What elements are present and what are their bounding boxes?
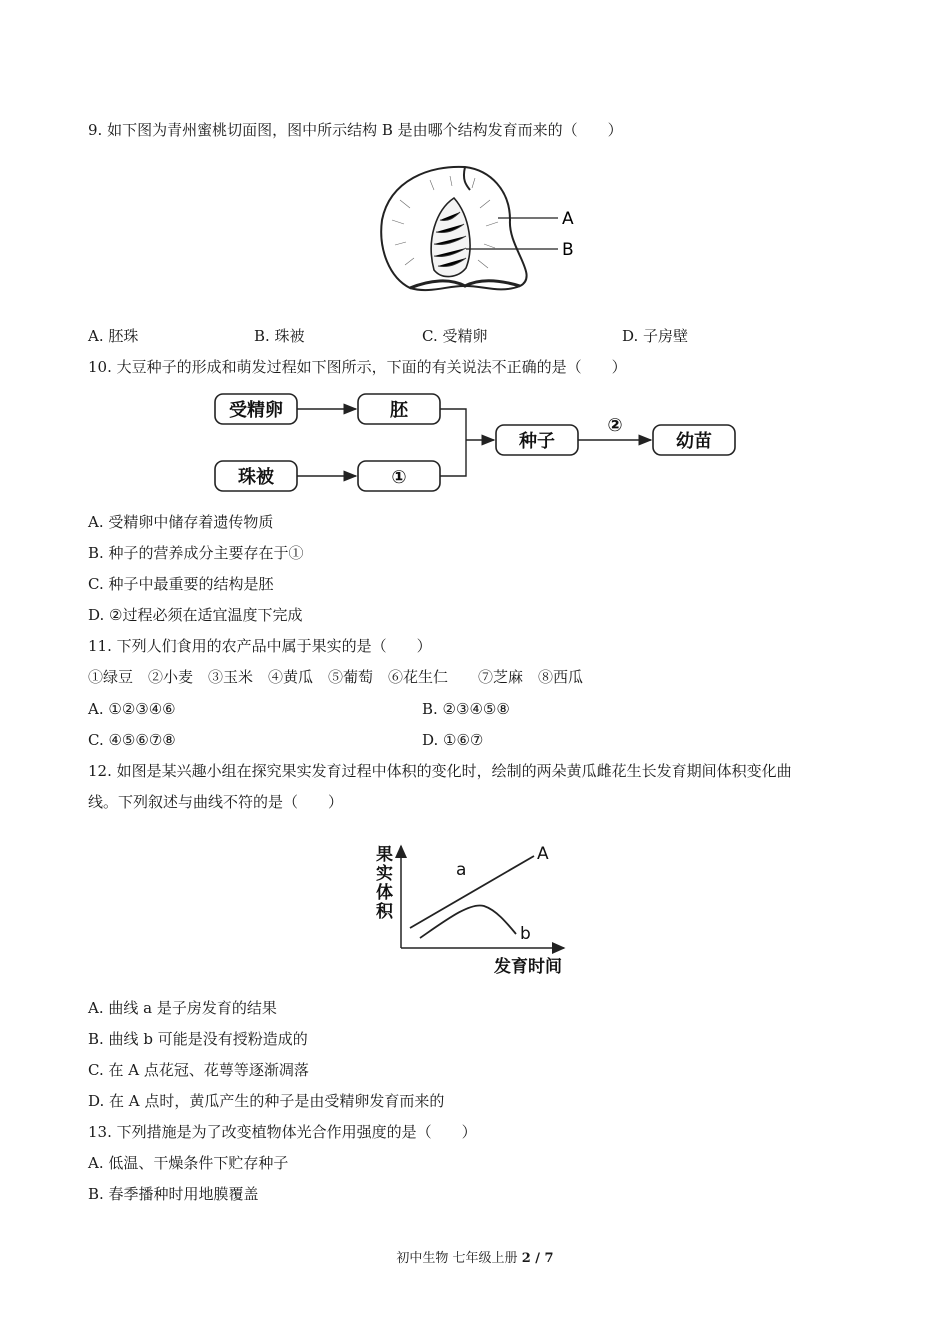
q10-option-a: A. 受精卵中储存着遗传物质 <box>88 513 274 531</box>
q10-stem: 10. 大豆种子的形成和萌发过程如下图所示，下面的有关说法不正确的是（ ） <box>88 358 627 376</box>
q9-option-b: B. 珠被 <box>254 327 305 345</box>
q12-option-b: B. 曲线 b 可能是没有授粉造成的 <box>88 1030 308 1048</box>
q11-option-d: D. ①⑥⑦ <box>422 731 484 749</box>
curve-a-line <box>410 856 534 928</box>
label-seedling: 幼苗 <box>676 431 712 452</box>
peach-section-figure <box>370 160 590 300</box>
q10-option-c: C. 种子中最重要的结构是胚 <box>88 575 274 593</box>
q9-option-d: D. 子房壁 <box>622 327 689 345</box>
seed-formation-diagram <box>210 388 750 498</box>
peach-base <box>410 281 520 288</box>
q13-stem: 13. 下列措施是为了改变植物体光合作用强度的是（ ） <box>88 1123 477 1141</box>
q10-option-b: B. 种子的营养成分主要存在于① <box>88 544 304 562</box>
q11-stem: 11. 下列人们食用的农产品中属于果实的是（ ） <box>88 637 432 655</box>
label-circle-1: ① <box>391 467 407 488</box>
page-number: 2 / 7 <box>521 1251 554 1266</box>
q9-option-c: C. 受精卵 <box>422 327 488 345</box>
q10-option-d: D. ②过程必须在适宜温度下完成 <box>88 606 303 624</box>
y-label-char-2: 实 <box>376 864 393 884</box>
label-circle-2: ② <box>607 415 623 436</box>
q11-option-a: A. ①②③④⑥ <box>88 700 176 718</box>
label-embryo: 胚 <box>390 400 408 421</box>
page-footer <box>0 1247 950 1266</box>
curve-a-label: a <box>456 860 467 880</box>
label-seed: 种子 <box>519 431 555 452</box>
curve-b-line <box>420 905 516 938</box>
q11-option-b: B. ②③④⑤⑧ <box>422 700 510 718</box>
q9-stem: 9. 如下图为青州蜜桃切面图，图中所示结构 B 是由哪个结构发育而来的（ ） <box>88 121 623 139</box>
q12-option-d: D. 在 A 点时，黄瓜产生的种子是由受精卵发育而来的 <box>88 1092 445 1110</box>
q11-option-c: C. ④⑤⑥⑦⑧ <box>88 731 176 749</box>
q11-items: ①绿豆 ②小麦 ③玉米 ④黄瓜 ⑤葡萄 ⑥花生仁 ⑦芝麻 ⑧西瓜 <box>88 668 584 686</box>
label-a: A <box>562 209 574 229</box>
q12-option-a: A. 曲线 a 是子房发育的结果 <box>88 999 277 1017</box>
q12-stem-line2: 线。下列叙述与曲线不符的是（ ） <box>88 793 344 811</box>
label-integument: 珠被 <box>238 467 274 488</box>
x-label: 发育时间 <box>494 957 562 977</box>
label-fertilized-egg: 受精卵 <box>229 400 283 421</box>
footer-text: 初中生物 七年级上册 <box>396 1251 522 1266</box>
y-label-char-3: 体 <box>376 883 393 903</box>
label-b: B <box>562 240 574 260</box>
y-label-char-4: 积 <box>376 902 393 922</box>
q12-option-c: C. 在 A 点花冠、花萼等逐渐凋落 <box>88 1061 309 1079</box>
curve-b-label: b <box>520 924 531 944</box>
q13-option-b: B. 春季播种时用地膜覆盖 <box>88 1185 259 1203</box>
q12-stem-line1: 12. 如图是某兴趣小组在探究果实发育过程中体积的变化时，绘制的两朵黄瓜雌花生长发育期间体积变化曲 <box>88 762 792 780</box>
y-label-char-1: 果 <box>376 845 393 865</box>
q9-option-a: A. 胚珠 <box>88 327 139 345</box>
fruit-volume-chart <box>370 838 580 978</box>
point-a-label: A <box>537 844 549 864</box>
q13-option-a: A. 低温、干燥条件下贮存种子 <box>88 1154 289 1172</box>
